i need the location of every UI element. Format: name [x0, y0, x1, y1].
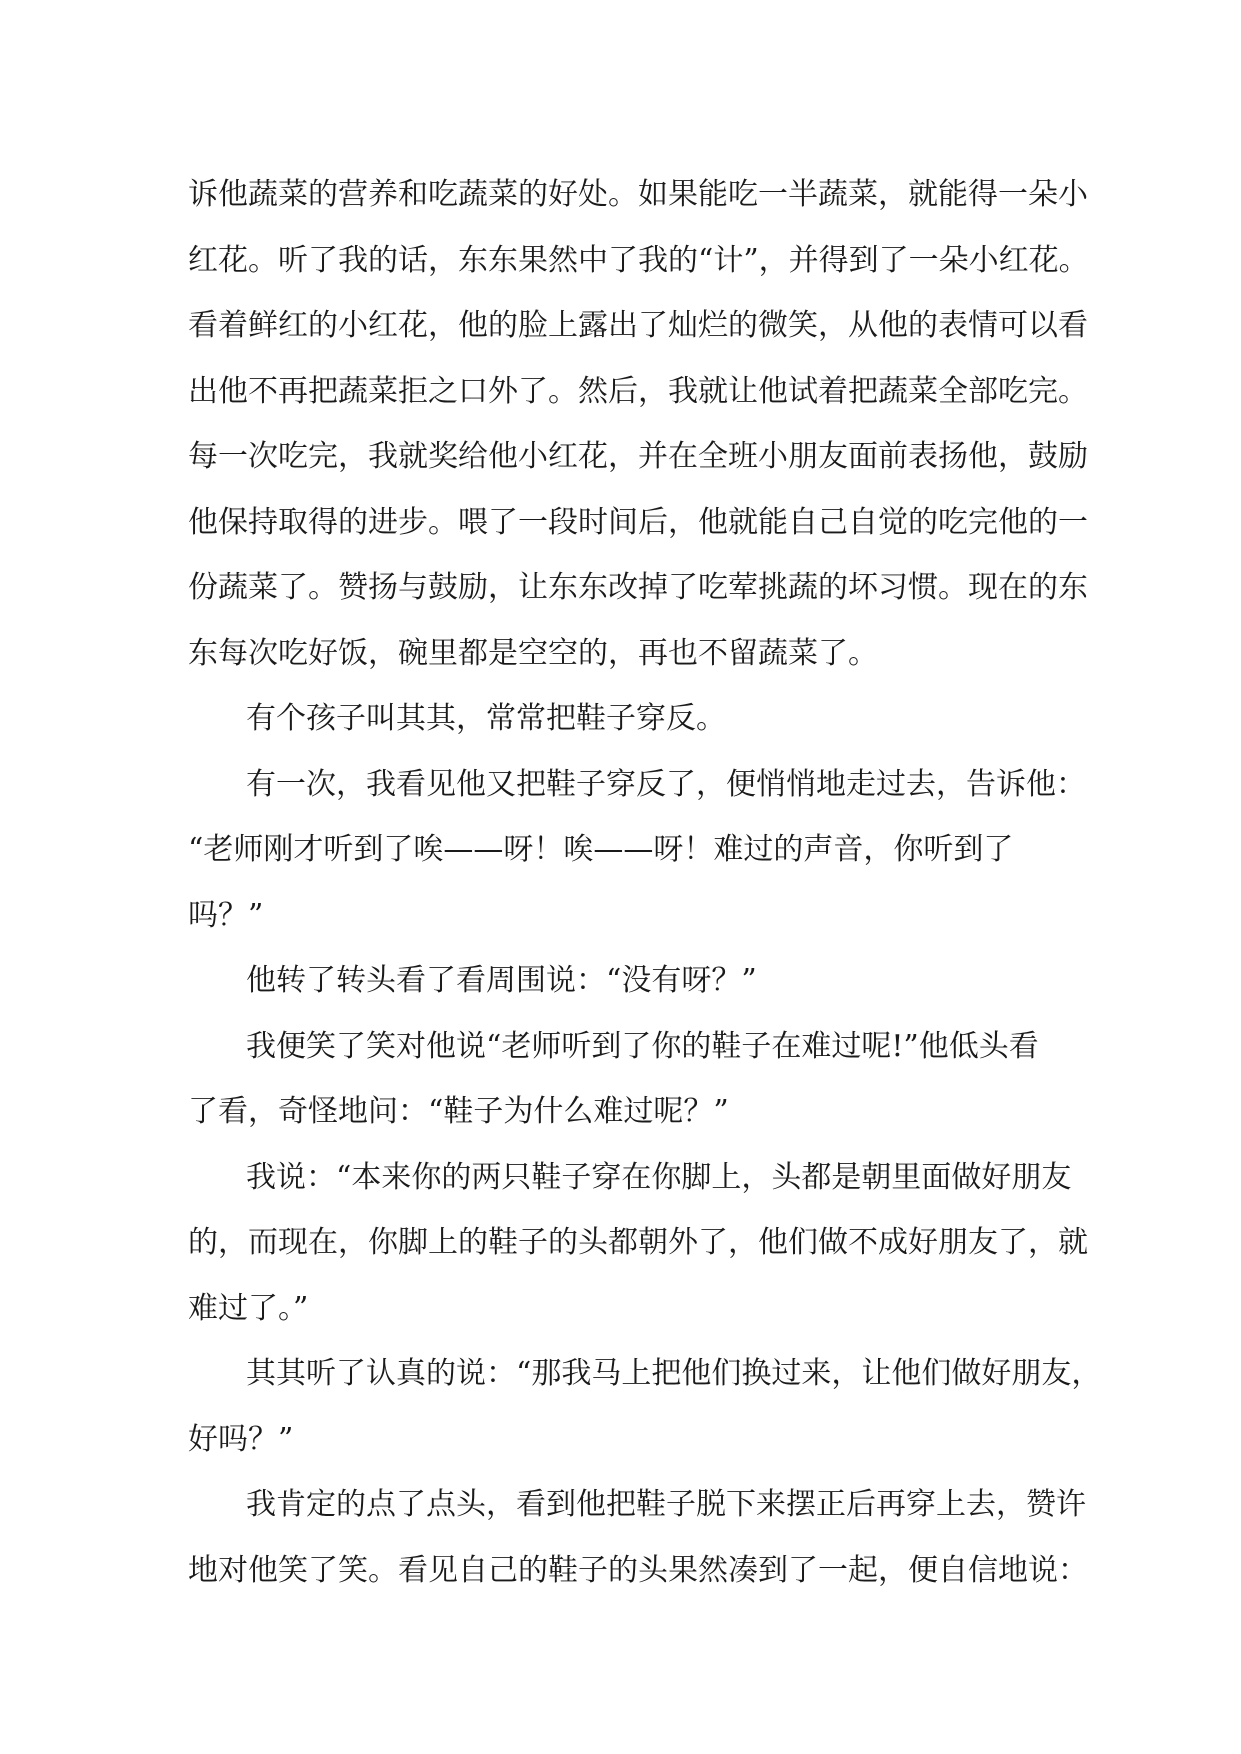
text-line: 看着鲜红的小红花，他的脸上露出了灿烂的微笑，从他的表情可以看 — [188, 308, 1088, 343]
text-line: 的，而现在，你脚上的鞋子的头都朝外了，他们做不成好朋友了，就 — [188, 1225, 1088, 1260]
text-line: 难过了。” — [188, 1290, 309, 1326]
text-line: 其其听了认真的说：“那我马上把他们换过来，让他们做好朋友， — [246, 1356, 1102, 1391]
text-line: “老师刚才听到了唉——呀！唉——呀！难过的声音，你听到了 — [188, 832, 1014, 867]
text-line: 我肯定的点了点头，看到他把鞋子脱下来摆正后再穿上去，赞许 — [246, 1487, 1086, 1522]
text-line: 地对他笑了笑。看见自己的鞋子的头果然凑到了一起，便自信地说： — [188, 1552, 1088, 1588]
text-line: 他转了转头看了看周围说：“没有呀？” — [246, 963, 757, 998]
text-line: 了看，奇怪地问：“鞋子为什么难过呢？” — [188, 1094, 729, 1129]
text-line: 份蔬菜了。赞扬与鼓励，让东东改掉了吃荤挑蔬的坏习惯。现在的东 — [188, 570, 1088, 605]
text-line: 他保持取得的进步。喂了一段时间后，他就能自己自觉的吃完他的一 — [188, 504, 1088, 540]
text-line: 有一次，我看见他又把鞋子穿反了，便悄悄地走过去，告诉他： — [246, 766, 1086, 802]
text-line: 诉他蔬菜的营养和吃蔬菜的好处。如果能吃一半蔬菜，就能得一朵小 — [188, 177, 1088, 212]
text-line: 东每次吃好饭，碗里都是空空的，再也不留蔬菜了。 — [188, 635, 878, 671]
text-line: 吗？” — [188, 897, 264, 933]
text-line: 我便笑了笑对他说“老师听到了你的鞋子在难过呢!”他低头看 — [246, 1028, 1039, 1064]
text-line: 好吗？” — [188, 1421, 294, 1457]
text-line: 我说：“本来你的两只鞋子穿在你脚上，头都是朝里面做好朋友 — [246, 1159, 1072, 1195]
text-line: 有个孩子叫其其，常常把鞋子穿反。 — [246, 701, 726, 736]
text-line: 出他不再把蔬菜拒之口外了。然后，我就让他试着把蔬菜全部吃完。 — [188, 373, 1088, 409]
text-line: 每一次吃完，我就奖给他小红花，并在全班小朋友面前表扬他，鼓励 — [188, 439, 1088, 474]
document-body — [188, 162, 1102, 1603]
text-line: 红花。听了我的话，东东果然中了我的“计”，并得到了一朵小红花。 — [188, 242, 1089, 278]
